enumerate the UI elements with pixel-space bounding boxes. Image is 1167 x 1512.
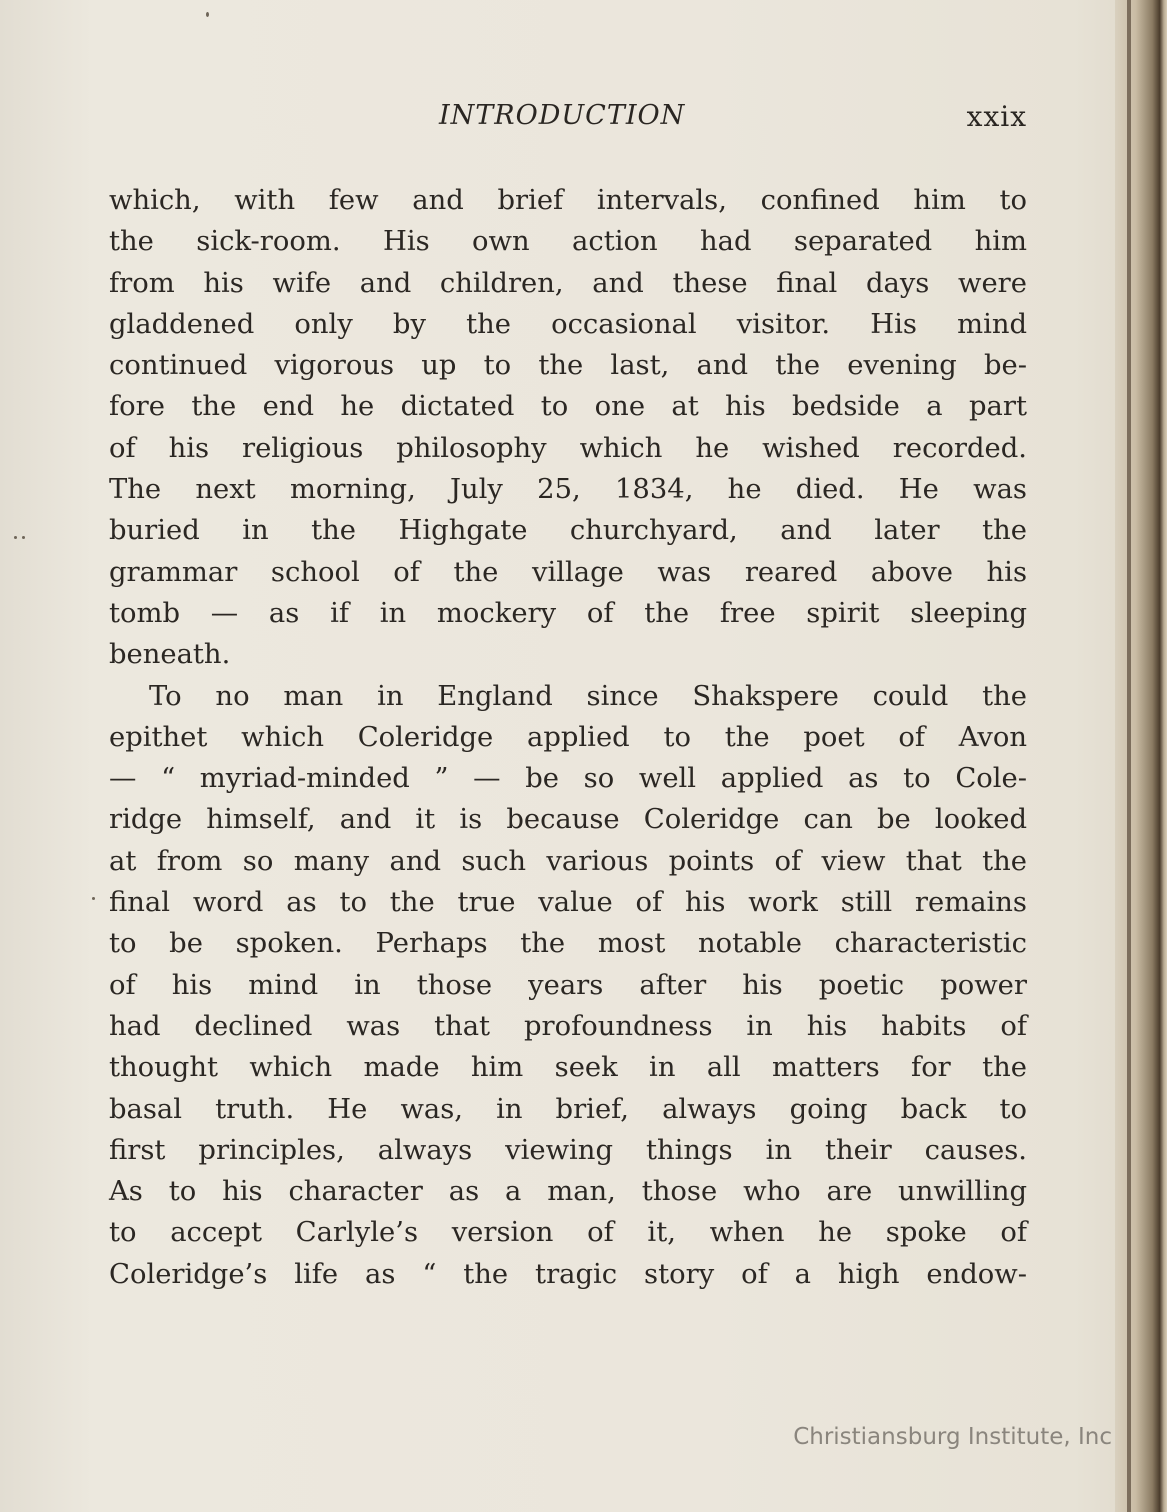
- text-line: tomb — as if in mockery of the free spirit sleeping: [109, 597, 1027, 629]
- paper-speck: [92, 897, 95, 900]
- text-line: of his mind in those years after his poetic power: [109, 969, 1027, 1001]
- text-line: fore the end he dictated to one at his bedside a part: [109, 391, 1027, 423]
- text-line: buried in the Highgate churchyard, and later the: [109, 515, 1027, 547]
- text-line: As to his character as a man, those who are unwilling: [109, 1176, 1027, 1208]
- text-line: basal truth. He was, in brief, always going back to: [109, 1093, 1027, 1125]
- text-line: which, with few and brief intervals, confined him to: [109, 185, 1027, 216]
- text-line: — “ myriad-minded ” — be so well applied as to Cole-: [109, 763, 1027, 795]
- text-line: to be spoken. Perhaps the most notable characteristic: [109, 928, 1027, 960]
- text-line: beneath.: [109, 639, 231, 671]
- text-line: of his religious philosophy which he wished recorded.: [109, 432, 1027, 464]
- paper-speck: [206, 12, 209, 17]
- text-line: epithet which Coleridge applied to the poet of Avon: [109, 721, 1027, 753]
- text-line: at from so many and such various points of view that the: [109, 845, 1027, 877]
- watermark: Christiansburg Institute, Inc: [793, 1424, 1112, 1450]
- text-line: continued vigorous up to the last, and the evening be-: [109, 350, 1027, 382]
- binding-shadow: [1127, 0, 1131, 1512]
- text-line: To no man in England since Shakspere could the: [149, 680, 1027, 712]
- text-line: The next morning, July 25, 1834, he died. He was: [109, 474, 1027, 506]
- text-line: from his wife and children, and these final days were: [109, 267, 1027, 299]
- paper-speck: [22, 536, 25, 539]
- paragraph-1: [109, 180, 1027, 676]
- text-line: had declined was that profoundness in his habits of: [109, 1010, 1027, 1042]
- paragraph-2: [109, 676, 1027, 1295]
- running-title: INTRODUCTION: [439, 100, 686, 131]
- text-line: thought which made him seek in all matters for the: [109, 1052, 1027, 1084]
- text-line: ridge himself, and it is because Coleridge can be looked: [109, 804, 1027, 836]
- text-line: Coleridge’s life as “ the tragic story of a high endow-: [109, 1258, 1027, 1290]
- paper-speck: [14, 536, 17, 539]
- text-line: grammar school of the village was reared above his: [109, 556, 1027, 588]
- text-line: the sick-room. His own action had separated him: [109, 226, 1027, 258]
- book-gutter-edge: [1115, 0, 1167, 1512]
- running-header: [109, 100, 1027, 140]
- text-line: gladdened only by the occasional visitor. His mind: [109, 308, 1027, 340]
- body-text: [109, 180, 1027, 1295]
- text-line: to accept Carlyle’s version of it, when he spoke of: [109, 1217, 1027, 1249]
- text-line: first principles, always viewing things in their causes.: [109, 1134, 1027, 1166]
- page-number: xxix: [966, 100, 1027, 133]
- text-line: final word as to the true value of his work still remains: [109, 887, 1027, 919]
